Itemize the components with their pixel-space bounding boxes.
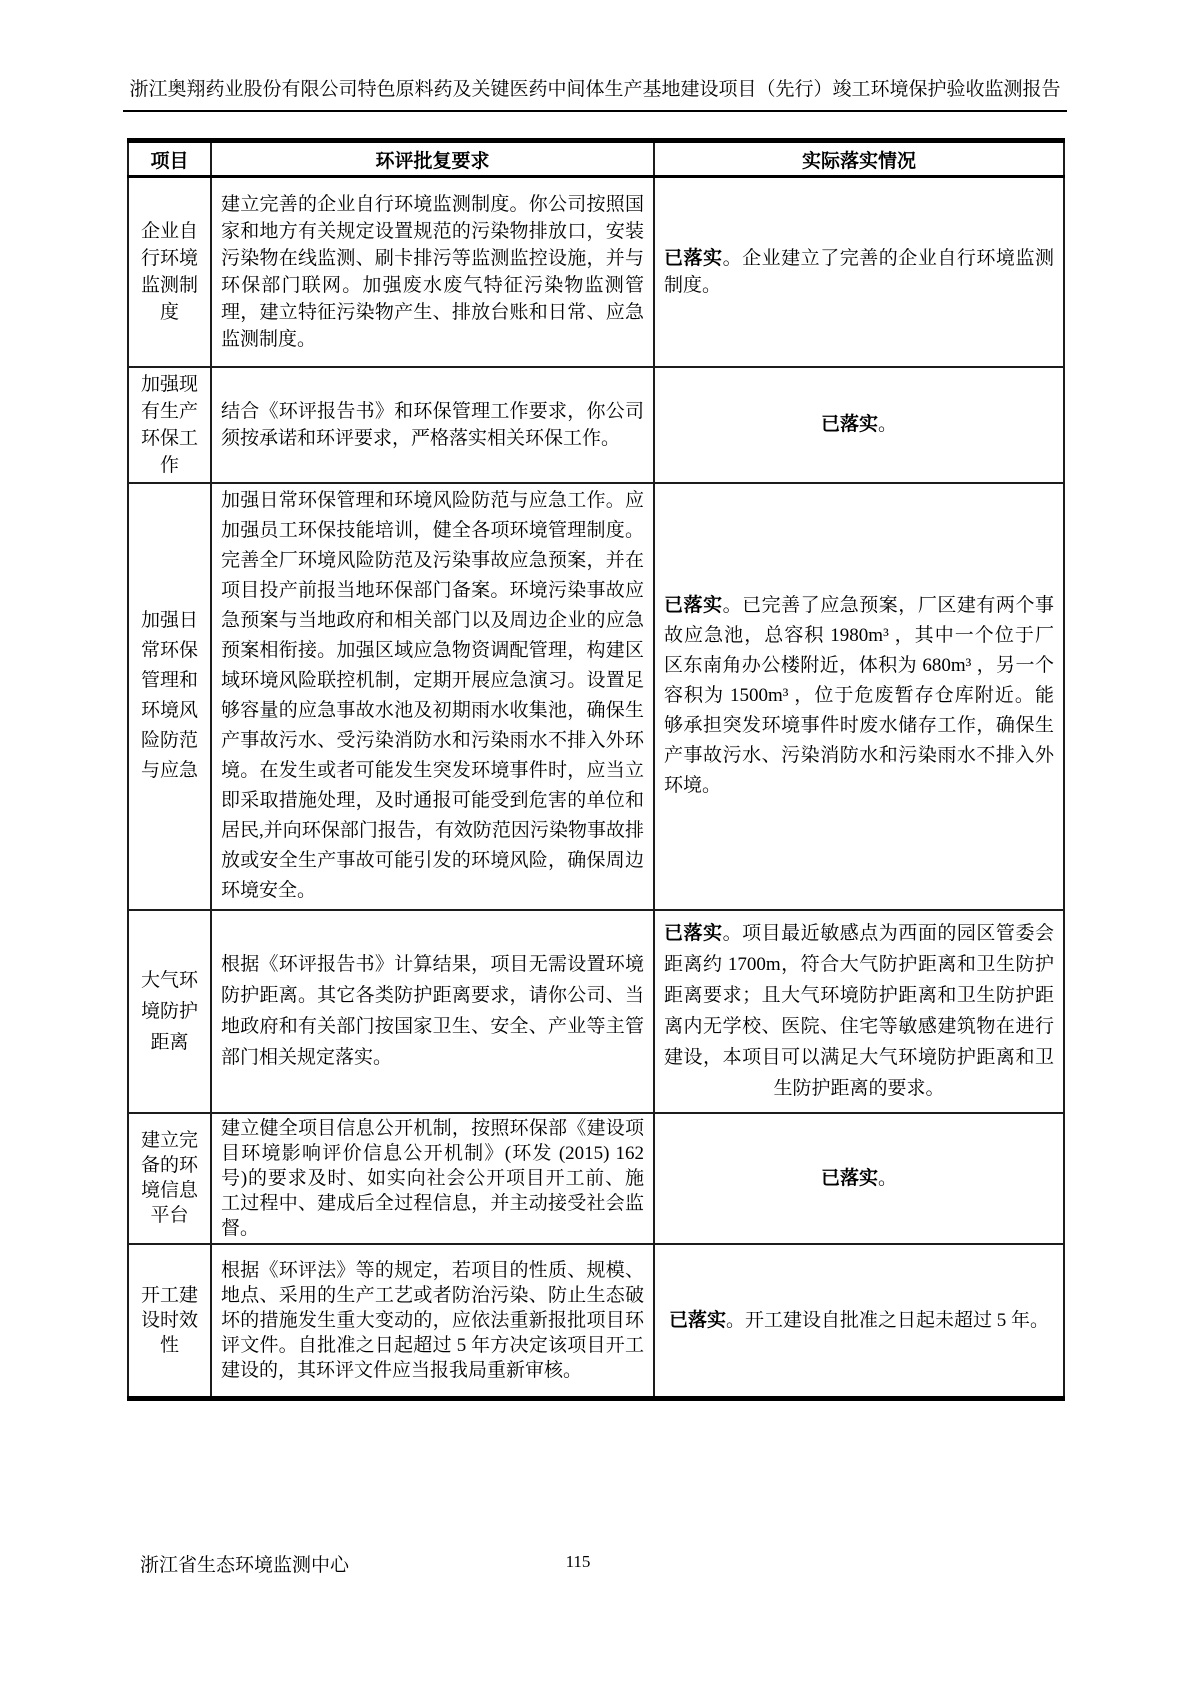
- status-label: 已落实: [820, 414, 878, 435]
- header-rule: [123, 110, 1067, 112]
- implementation-cell: [654, 1244, 1064, 1399]
- implementation-cell: [654, 483, 1064, 910]
- status-label: 已落实: [664, 595, 723, 616]
- table-row: [128, 910, 1064, 1113]
- table-row: [128, 367, 1064, 483]
- item-cell: 大气环境防护距离: [128, 910, 211, 1113]
- item-cell: 企业自行环境监测制度: [128, 177, 211, 367]
- item-cell: 开工建设时效性: [128, 1244, 211, 1399]
- status-detail: 。开工建设自批准之日起未超过 5 年。: [726, 1309, 1050, 1331]
- implementation-cell: [654, 177, 1064, 367]
- implementation-cell: [654, 910, 1064, 1113]
- table-header-row: [128, 141, 1064, 177]
- column-header-requirement: 环评批复要求: [211, 141, 654, 177]
- document-header-title: 浙江奥翔药业股份有限公司特色原料药及关键医药中间体生产基地建设项目（先行）竣工环境保护验收监测报告: [129, 79, 1061, 100]
- requirement-cell: 根据《环评法》等的规定，若项目的性质、规模、地点、采用的生产工艺或者防治污染、防止生态破坏的措施发生重大变动的，应依法重新报批项目环评文件。自批准之日起超过 5 年方决定该项目开工建设的，其环评文件应当报我局重新审核。: [211, 1244, 654, 1399]
- implementation-cell: [654, 367, 1064, 483]
- status-detail: 。企业建立了完善的企业自行环境监测制度。: [664, 247, 1054, 296]
- status-label: 已落实: [820, 1167, 878, 1189]
- table-row: [128, 1113, 1064, 1244]
- implementation-cell: [654, 1113, 1064, 1244]
- requirement-cell: 建立完善的企业自行环境监测制度。你公司按照国家和地方有关规定设置规范的污染物排放口，安装污染物在线监测、刷卡排污等监测监控设施，并与环保部门联网。加强废水废气特征污染物监测管理，建立特征污染物产生、排放台账和日常、应急监测制度。: [211, 177, 654, 367]
- column-header-item: 项目: [128, 141, 211, 177]
- requirement-cell: 根据《环评报告书》计算结果，项目无需设置环境防护距离。其它各类防护距离要求，请你公司、当地政府和有关部门按国家卫生、安全、产业等主管部门相关规定落实。: [211, 910, 654, 1113]
- status-detail: 。: [878, 414, 898, 435]
- status-label: 已落实: [664, 247, 723, 269]
- table-row: [128, 1244, 1064, 1399]
- footer-organization: 浙江省生态环境监测中心: [140, 1555, 350, 1576]
- item-cell: 加强现有生产环保工作: [128, 367, 211, 483]
- footer-page-number: 115: [565, 1552, 591, 1571]
- status-detail: 。已完善了应急预案，厂区建有两个事故应急池，总容积 1980m³ ，其中一个位于厂区东南角办公楼附近，体积为 680m³ ，另一个容积为 1500m³ ，位于危废暂存仓库附近。能够承担突发环境事件时废水储存工作，确保生产事故污水、污染消防水和污染雨水不排入外环境。: [664, 595, 1054, 796]
- status-label: 已落实: [668, 1309, 726, 1331]
- item-cell: 建立完备的环境信息平台: [128, 1113, 211, 1244]
- approval-requirements-table: [127, 138, 1065, 1401]
- requirement-cell: 加强日常环保管理和环境风险防范与应急工作。应加强员工环保技能培训，健全各项环境管理制度。完善全厂环境风险防范及污染事故应急预案，并在项目投产前报当地环保部门备案。环境污染事故应急预案与当地政府和相关部门以及周边企业的应急预案相衔接。加强区域应急物资调配管理，构建区域环境风险联控机制，定期开展应急演习。设置足够容量的应急事故水池及初期雨水收集池，确保生产事故污水、受污染消防水和污染雨水不排入外环境。在发生或者可能发生突发环境事件时，应当立即采取措施处理，及时通报可能受到危害的单位和居民,并向环保部门报告，有效防范因污染物事故排放或安全生产事故可能引发的环境风险，确保周边环境安全。: [211, 483, 654, 910]
- table-row: [128, 177, 1064, 367]
- requirement-cell: 建立健全项目信息公开机制，按照环保部《建设项目环境影响评价信息公开机制》(环发 (2015) 162 号)的要求及时、如实向社会公开项目开工前、施工过程中、建成后全过程信息，并主动接受社会监督。: [211, 1113, 654, 1244]
- status-detail: 。项目最近敏感点为西面的园区管委会距离约 1700m，符合大气防护距离和卫生防护距离要求；且大气环境防护距离和卫生防护距离内无学校、医院、住宅等敏感建筑物在进行建设，本项目可以满足大气环境防护距离和卫生防护距离的要求。: [664, 923, 1054, 1099]
- column-header-implementation: 实际落实情况: [654, 141, 1064, 177]
- requirement-cell: 结合《环评报告书》和环保管理工作要求，你公司须按承诺和环评要求，严格落实相关环保工作。: [211, 367, 654, 483]
- status-label: 已落实: [664, 923, 723, 944]
- status-detail: 。: [878, 1167, 898, 1189]
- item-cell: 加强日常环保管理和环境风险防范与应急: [128, 483, 211, 910]
- table-row: [128, 483, 1064, 910]
